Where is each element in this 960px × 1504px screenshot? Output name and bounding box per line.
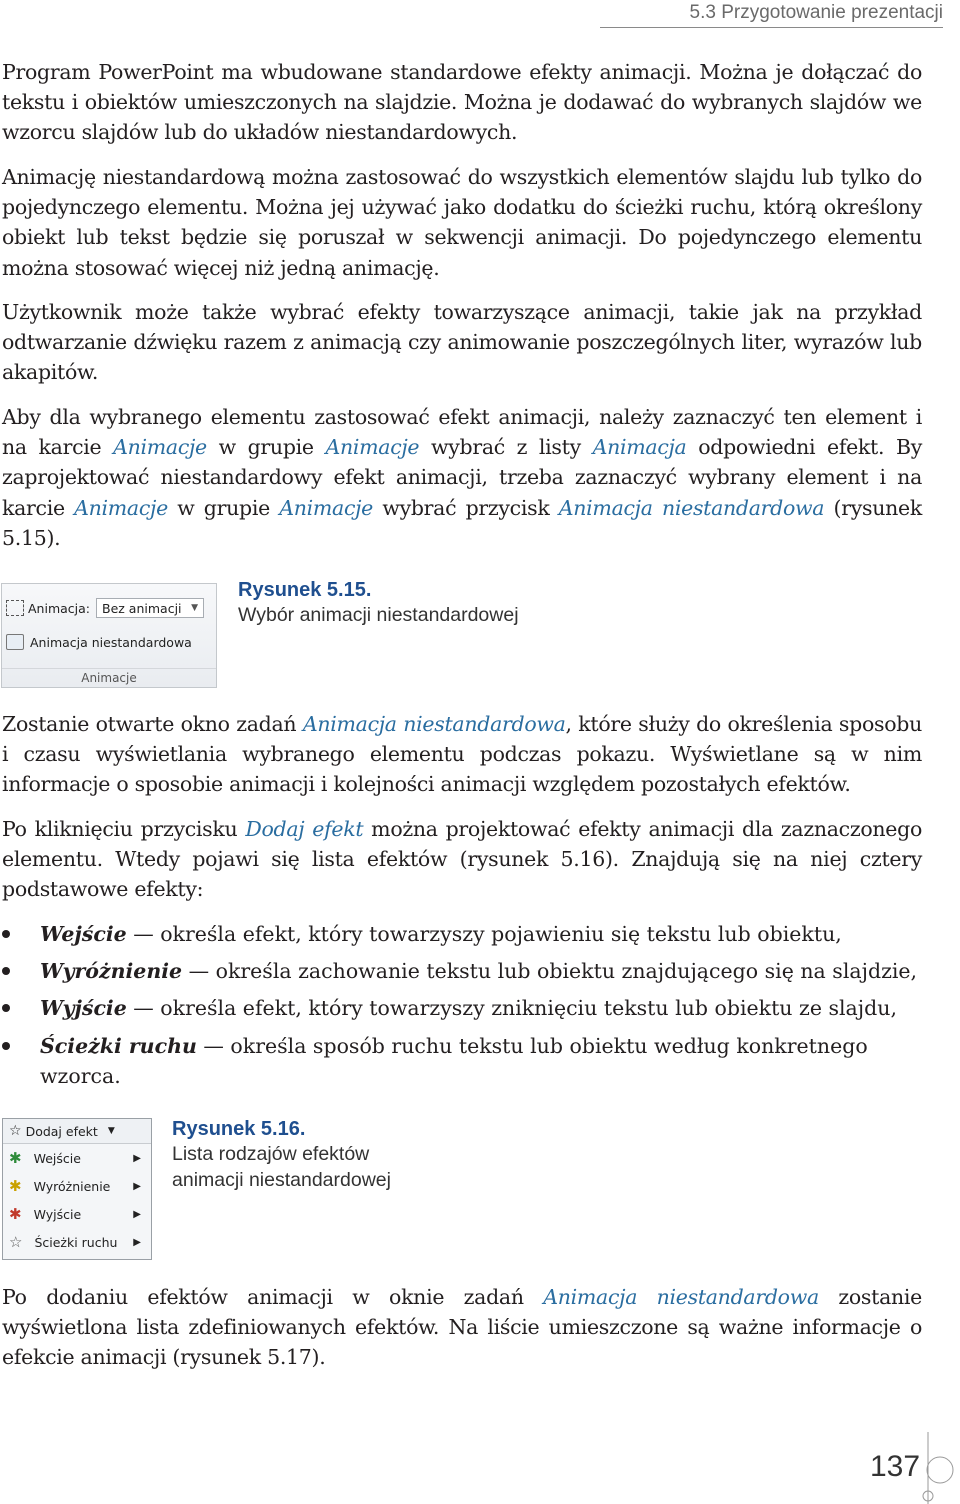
menu-item-emphasis[interactable] [3,1172,151,1200]
text-run: zostanie wyświetlona lista zdefiniowanych efektów. Na liście umieszczone są ważne informacje o efekcie animacji (rysunek 5.17). [2,1285,922,1370]
page-number: 137 [870,1450,921,1483]
bullet-icon [2,1004,10,1012]
entrance-star-icon: ✱ [9,1149,22,1167]
emphasis-group-name: Animacje [325,435,420,460]
chevron-right-icon: ▶ [133,1236,141,1248]
emphasis-list-name: Animacja [592,435,687,460]
bullet-icon [2,930,10,938]
chevron-down-icon: ▼ [107,1126,115,1136]
text-run: odpowiedni efekt. By zaprojektować niestandardowy efekt animacji, trzeba zaznaczyć wybrany element i na karcie [2,435,922,520]
menu-item-label: Wyróżnienie [33,1178,111,1194]
emphasis-tab-name: Animacje [113,435,207,460]
effects-list [0,919,920,1091]
animation-dropdown-value: Bez animacji [102,600,182,616]
emphasis-star-icon: ✱ [9,1177,22,1195]
list-item-term: Wyjście [40,996,127,1021]
running-head [600,0,943,28]
menu-item-entrance[interactable] [3,1144,151,1172]
page-corner-ornament [922,1432,960,1504]
menu-item-label: Wejście [33,1150,81,1166]
animation-row [6,598,204,618]
emphasis-group-name: Animacje [279,495,374,520]
list-item-description: — określa zachowanie tekstu lub obiektu znajdującego się na slajdzie, [182,959,918,984]
chevron-right-icon: ▶ [133,1208,141,1220]
figure-title: Rysunek 5.15. [238,579,372,601]
menu-item-exit[interactable] [3,1200,151,1228]
paragraph-apply-animation [2,402,922,553]
star-icon: ☆ [9,1123,22,1139]
custom-animation-button[interactable] [6,634,192,650]
emphasis-pane-name: Animacja niestandardowa [543,1285,819,1309]
group-label: Animacje [2,668,216,685]
figure-description: Wybór animacji niestandardowej [238,604,519,626]
menu-item-motion-paths[interactable] [3,1228,151,1256]
add-effect-label: Dodaj efekt [25,1123,98,1139]
list-item-description: — określa sposób ruchu tekstu lub obiektu według konkretnego wzorca. [40,1033,868,1088]
list-item [0,993,920,1023]
text-run: Zostanie otwarte okno zadań [2,712,303,736]
list-item [0,956,920,986]
list-item-term: Wyróżnienie [40,959,183,984]
emphasis-button-name: Dodaj efekt [245,817,364,841]
list-item-term: Wejście [40,922,127,946]
figure-5-15-caption [238,578,519,628]
paragraph-effects-list [2,1282,922,1373]
paragraph-user-effects: Użytkownik może także wybrać efekty towarzyszące animacji, takie jak na przykład odtwarzanie dźwięku razem z animacją czy animowanie poszczególnych liter, wyrazów lub akapitów. [2,300,922,385]
text-run: Aby dla wybranego elementu zastosować efekt animacji, należy zaznaczyć ten element i na karcie [2,405,922,460]
figure-title: Rysunek 5.16. [172,1118,306,1140]
text-run: Po dodaniu efektów animacji w oknie zadań [2,1285,544,1309]
text-run: wybrać z listy [419,435,593,460]
custom-animation-icon [6,634,24,650]
animation-dropdown[interactable] [96,598,204,618]
exit-star-icon: ✱ [9,1205,22,1223]
menu-item-label: Ścieżki ruchu [34,1234,118,1250]
paragraph-intro: Program PowerPoint ma wbudowane standardowe efekty animacji. Można je dołączać do tekstu i obiektów umieszczonych na slajdzie. Można je dodawać do wybranych slajdów we wzorcu slajdów lub do układów niestandardowych. [2,60,922,145]
list-item-term: Ścieżki ruchu [40,1033,197,1058]
emphasis-pane-name: Animacja niestandardowa [302,712,566,736]
text-run: , które służy do określenia sposobu i czasu wyświetlania wybranego elementu podczas pokazu. Wyświetlane są w nim informacje o sposobie animacji i kolejności animacji względem pozostałych efektów. [2,712,922,797]
text-run: można projektować efekty animacji dla zaznaczonego elementu. Wtedy pojawi się lista efektów (rysunek 5.16). Znajdują się na niej cztery podstawowe efekty: [2,817,922,902]
figure-5-16-caption [172,1117,391,1193]
list-item-description: — określa efekt, który towarzyszy zniknięciu tekstu lub obiektu ze slajdu, [126,996,897,1021]
add-effect-menu [2,1118,152,1260]
chevron-right-icon: ▶ [133,1180,141,1192]
text-run: w grupie [167,495,280,520]
ribbon-animations-group [1,583,217,688]
running-head-text: 5.3 Przygotowanie prezentacji [689,2,943,23]
animation-icon [6,600,24,616]
paragraph-custom-animation: Animację niestandardową można zastosować do wszystkich elementów slajdu lub tylko do pojedynczego elementu. Można jej używać jako dodatku do ścieżki ruchu, którą określony obiekt lub tekst będzie się poruszał w sekwencji animacji. Do pojedynczego elementu można stosować więcej niż jedną animację. [2,165,922,280]
text-run: (rysunek 5.15). [2,495,922,550]
motion-path-icon: ☆ [9,1233,23,1251]
chevron-down-icon: ▼ [191,603,198,613]
animation-label: Animacja: [28,600,90,616]
menu-item-label: Wyjście [33,1206,82,1222]
list-item-description: — określa efekt, który towarzyszy pojawieniu się tekstu lub obiektu, [126,922,842,946]
emphasis-tab-name: Animacje [74,495,168,520]
bullet-icon [2,967,10,975]
add-effect-button[interactable] [3,1119,151,1144]
chevron-right-icon: ▶ [133,1152,141,1164]
custom-animation-label: Animacja niestandardowa [30,634,192,650]
emphasis-button-name: Animacja niestandardowa [558,495,825,520]
text-run: wybrać przycisk [373,495,559,520]
bullet-icon [2,1042,10,1050]
paragraph-task-pane [2,709,922,800]
list-item [0,919,920,949]
list-item [0,1031,880,1091]
figure-description-line1: Lista rodzajów efektów [172,1143,370,1165]
figure-description-line2: animacji niestandardowej [172,1169,391,1191]
text-run: Po kliknięciu przycisku [2,817,246,841]
paragraph-add-effect [2,814,922,905]
text-run: w grupie [206,435,326,460]
